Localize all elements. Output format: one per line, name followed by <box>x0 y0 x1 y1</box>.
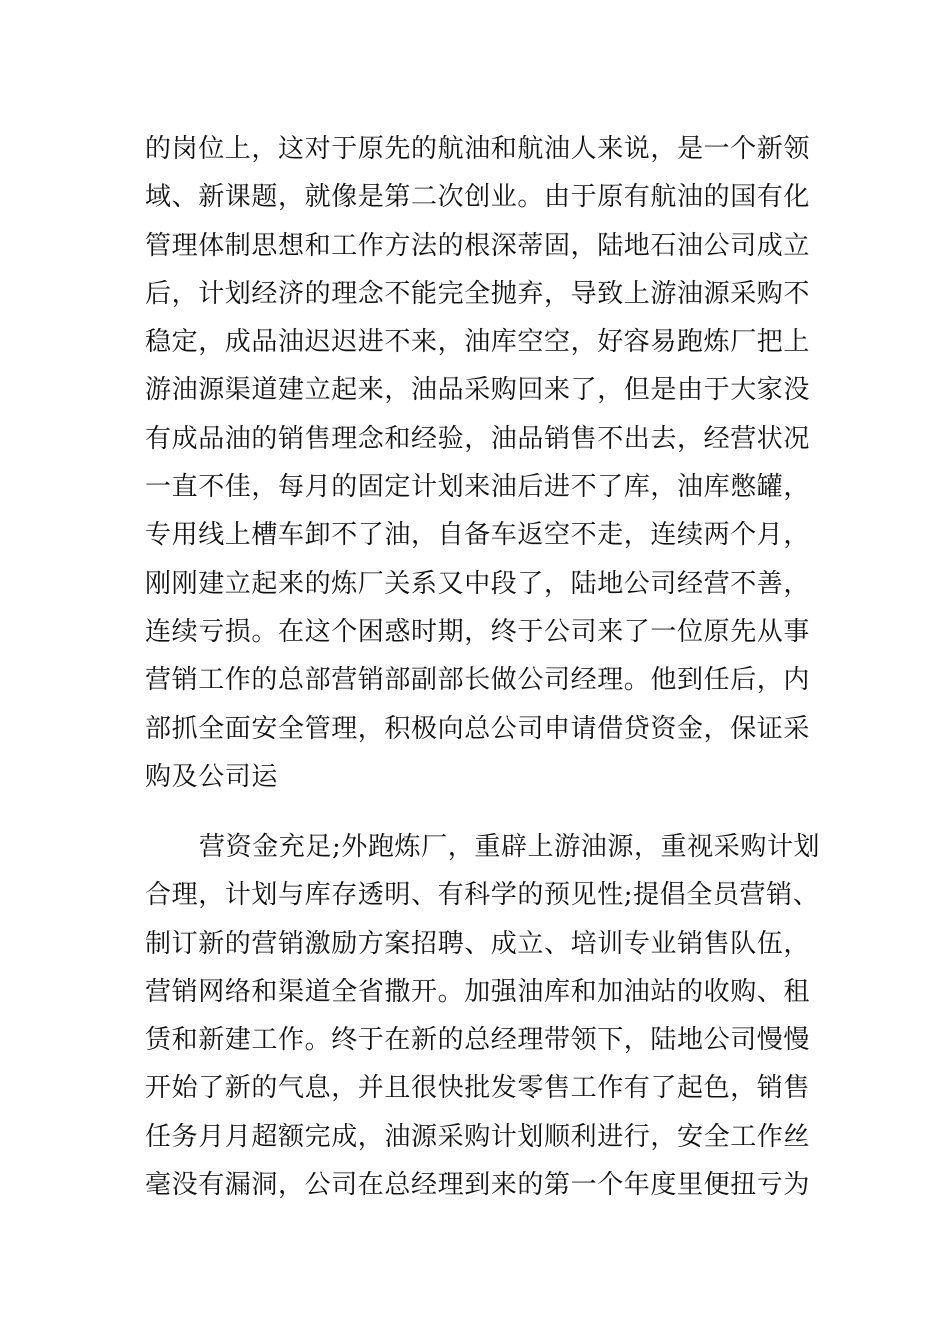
paragraph-line: 营销网络和渠道全省撒开。加强油库和加油站的收购、租 <box>145 976 811 1007</box>
paragraph-line: 有成品油的销售理念和经验，油品销售不出去，经营状况 <box>145 423 811 454</box>
paragraph-2 <box>145 823 821 1209</box>
paragraph-line: 购及公司运 <box>145 761 279 792</box>
paragraph-line: 部抓全面安全管理，积极向总公司申请借贷资金，保证采 <box>145 713 811 744</box>
paragraph-line: 的岗位上，这对于原先的航油和航油人来说，是一个新领 <box>145 134 811 164</box>
paragraph-line: 稳定，成品油迟迟进不来，油库空空，好容易跑炼厂把上 <box>145 327 811 358</box>
paragraph-line: 合理，计划与库存透明、有科学的预见性;提倡全员营销、 <box>145 880 820 911</box>
paragraph-line: 任务月月超额完成，油源采购计划顺利进行，安全工作丝 <box>145 1121 811 1152</box>
paragraph-line: 域、新课题，就像是第二次创业。由于原有航油的国有化 <box>145 182 811 213</box>
paragraph-line: 专用线上槽车卸不了油，自备车返空不走，连续两个月， <box>145 520 811 551</box>
paragraph-line: 赁和新建工作。终于在新的总经理带领下，陆地公司慢慢 <box>145 1025 811 1056</box>
paragraph-line: 后，计划经济的理念不能完全抛弃，导致上游油源采购不 <box>145 278 811 309</box>
paragraph-line: 游油源渠道建立起来，油品采购回来了，但是由于大家没 <box>145 375 811 406</box>
paragraph-line: 制订新的营销激励方案招聘、成立、培训专业销售队伍， <box>145 928 811 959</box>
paragraph-1 <box>145 125 810 801</box>
paragraph-line: 刚刚建立起来的炼厂关系又中段了，陆地公司经营不善， <box>145 568 811 599</box>
paragraph-line: 开始了新的气息，并且很快批发零售工作有了起色，销售 <box>145 1073 811 1104</box>
paragraph-line: 营资金充足;外跑炼厂，重辟上游油源，重视采购计划 <box>199 832 821 862</box>
paragraph-line: 连续亏损。在这个困惑时期，终于公司来了一位原先从事 <box>145 616 811 647</box>
paragraph-line: 管理体制思想和工作方法的根深蒂固，陆地石油公司成立 <box>145 230 811 261</box>
paragraph-line: 毫没有漏洞，公司在总经理到来的第一个年度里便扭亏为 <box>145 1170 811 1201</box>
paragraph-line: 一直不佳，每月的固定计划来油后进不了库，油库憋罐， <box>145 472 811 503</box>
paragraph-line: 营销工作的总部营销部副部长做公司经理。他到任后，内 <box>145 665 811 696</box>
